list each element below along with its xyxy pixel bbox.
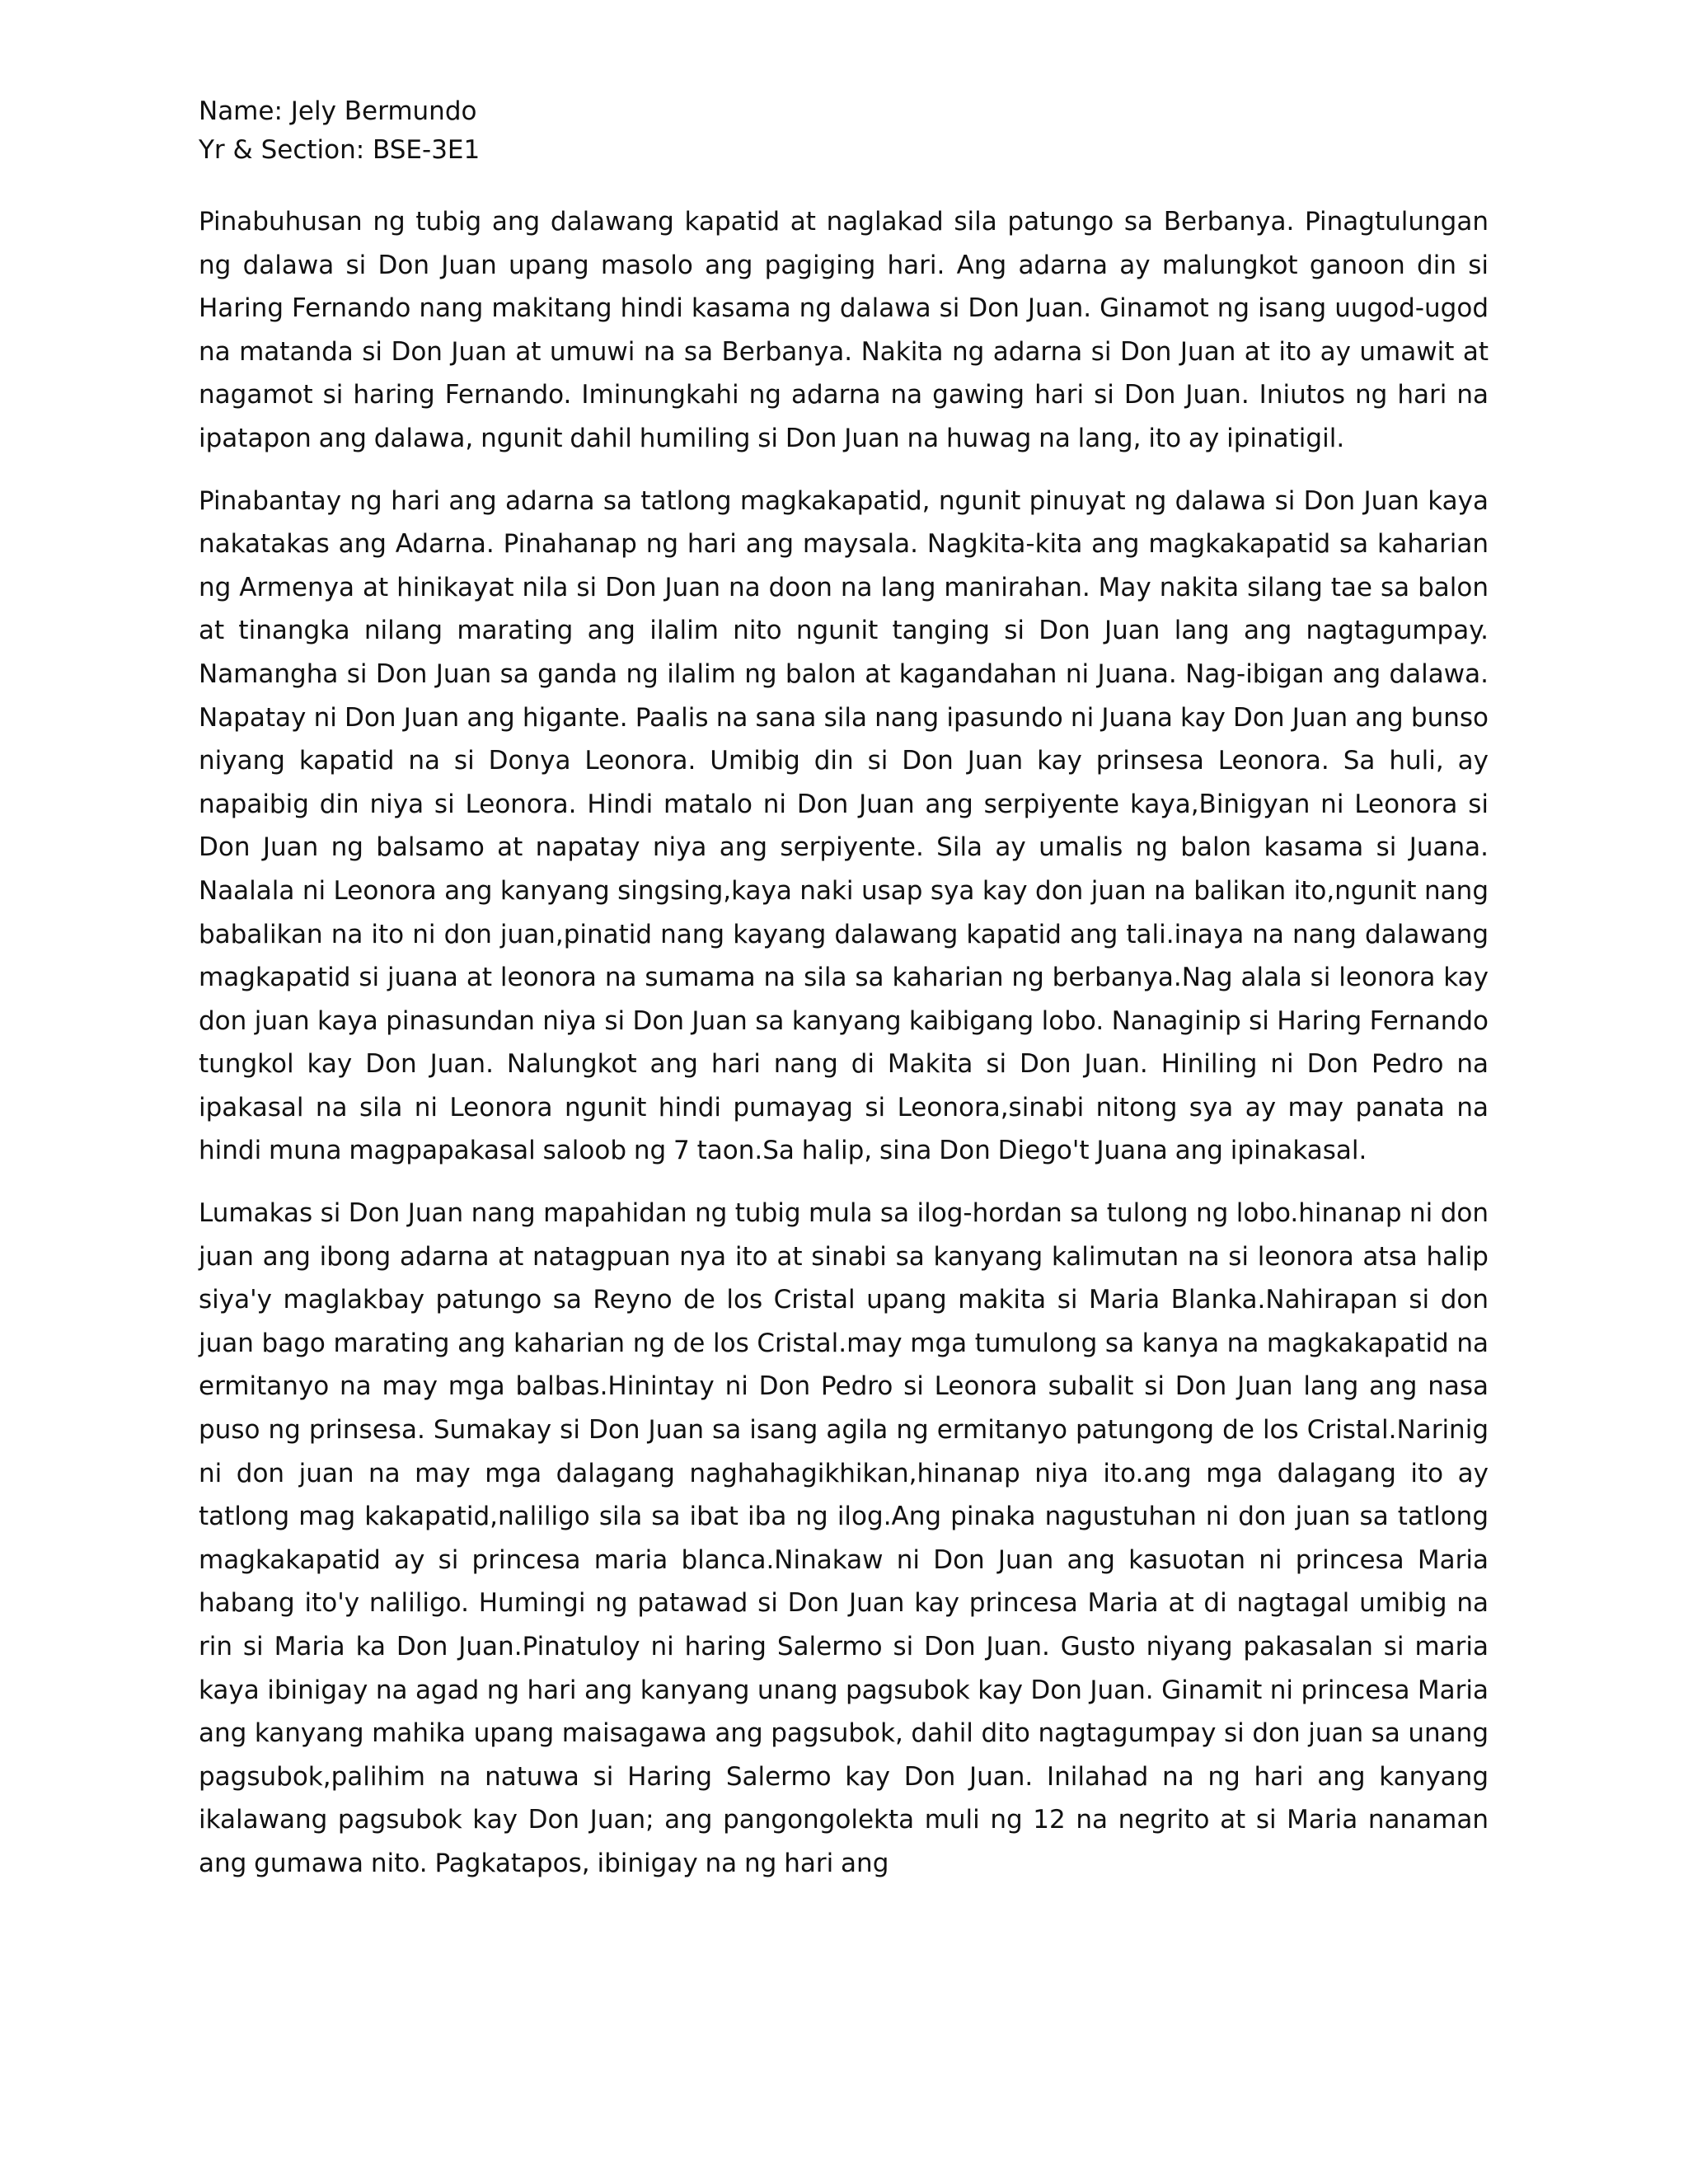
paragraph-2: Pinabantay ng hari ang adarna sa tatlong magkakapatid, ngunit pinuyat ng dalawa si Don Juan kaya nakatakas ang Adarna. Pinahanap ng hari ang maysala. Nagkita-kita ang magkakapatid sa kaharian ng Armenya at hinikayat nila si Don Juan na doon na lang manirahan. May nakita silang tae sa balon at tinangka nilang marating ang ilalim nito ngunit tanging si Don Juan lang ang nagtagumpay. Namangha si Don Juan sa ganda ng ilalim ng balon at kagandahan ni Juana. Nag-ibigan ang dalawa. Napatay ni Don Juan ang higante. Paalis na sana sila nang ipasundo ni Juana kay Don Juan ang bunso niyang kapatid na si Donya Leonora. Umibig din si Don Juan kay prinsesa Leonora. Sa huli, ay napaibig din niya si Leonora. Hindi matalo ni Don Juan ang serpiyente kaya,Binigyan ni Leonora si Don Juan ng balsamo at napatay niya ang serpiyente. Sila ay umalis ng balon kasama si Juana. Naalala ni Leonora ang kanyang singsing,kaya naki usap sya kay don juan na balikan ito,ngunit nang babalikan na ito ni don juan,pinatid nang kayang dalawang kapatid ang tali.inaya na nang dalawang magkapatid si juana at leonora na sumama na sila sa kaharian ng berbanya.Nag alala si leonora kay don juan kaya pinasundan niya si Don Juan sa kanyang kaibigang lobo. Nanaginip si Haring Fernando tungkol kay Don Juan. Nalungkot ang hari nang di Makita si Don Juan. Hiniling ni Don Pedro na ipakasal na sila ni Leonora ngunit hindi pumayag si Leonora,sinabi nitong sya ay may panata na hindi muna magpapakasal saloob ng 7 taon.Sa halip, sina Don Diego't Juana ang ipinakasal. bbox=[199, 485, 1489, 1166]
paragraph-3: Lumakas si Don Juan nang mapahidan ng tubig mula sa ilog-hordan sa tulong ng lobo.hinanap ni don juan ang ibong adarna at natagpuan nya ito at sinabi sa kanyang kalimutan na si leonora atsa halip siya'y maglakbay patungo sa Reyno de los Cristal upang makita si Maria Blanka.Nahirapan si don juan bago marating ang kaharian ng de los Cristal.may mga tumulong sa kanya na magkakapatid na ermitanyo na may mga balbas.Hinintay ni Don Pedro si Leonora subalit si Don Juan lang ang nasa puso ng prinsesa. Sumakay si Don Juan sa isang agila ng ermitanyo patungong de los Cristal.Narinig ni don juan na may mga dalagang naghahagikhikan,hinanap niya ito.ang mga dalagang ito ay tatlong mag kakapatid,naliligo sila sa ibat iba ng ilog.Ang pinaka nagustuhan ni don juan sa tatlong magkakapatid ay si princesa maria blanca.Ninakaw ni Don Juan ang kasuotan ni princesa Maria habang ito'y naliligo. Humingi ng patawad si Don Juan kay princesa Maria at di nagtagal umibig na rin si Maria ka Don Juan.Pinatuloy ni haring Salermo si Don Juan. Gusto niyang pakasalan si maria kaya ibinigay na agad ng hari ang kanyang unang pagsubok kay Don Juan. Ginamit ni princesa Maria ang kanyang mahika upang maisagawa ang pagsubok, dahil dito nagtagumpay si don juan sa unang pagsubok,palihim na natuwa si Haring Salermo kay Don Juan. Inilahad na ng hari ang kanyang ikalawang pagsubok kay Don Juan; ang pangongolekta muli ng 12 na negrito at si Maria nanaman ang gumawa nito. Pagkatapos, ibinigay na ng hari ang bbox=[199, 1198, 1489, 1878]
paragraph-1: Pinabuhusan ng tubig ang dalawang kapatid at naglakad sila patungo sa Berbanya. Pinagtulungan ng dalawa si Don Juan upang masolo ang pagiging hari. Ang adarna ay malungkot ganoon din si Haring Fernando nang makitang hindi kasama ng dalawa si Don Juan. Ginamot ng isang uugod-ugod na matanda si Don Juan at umuwi na sa Berbanya. Nakita ng adarna si Don Juan at ito ay umawit at nagamot si haring Fernando. Iminungkahi ng adarna na gawing hari si Don Juan. Iniutos ng hari na ipatapon ang dalawa, ngunit dahil humiling si Don Juan na huwag na lang, ito ay ipinatigil. bbox=[199, 207, 1489, 453]
student-name: Name: Jely Bermundo bbox=[199, 96, 477, 126]
year-section: Yr & Section: BSE-3E1 bbox=[199, 135, 481, 165]
document-content bbox=[199, 92, 1489, 1905]
body-text bbox=[199, 200, 1489, 1886]
